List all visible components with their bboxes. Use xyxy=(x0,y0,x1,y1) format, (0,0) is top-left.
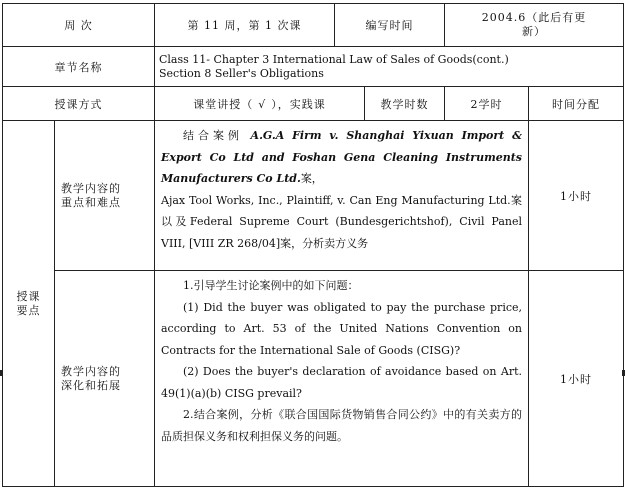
key-points-row-1 xyxy=(3,121,624,271)
method-row xyxy=(3,87,624,121)
lesson-plan-table xyxy=(2,3,624,487)
check-mark-icon: √ xyxy=(258,97,267,111)
focus-label-line2: 重点和难点 xyxy=(61,195,121,209)
focus-content xyxy=(155,121,529,271)
extension-q1: (1) Did the buyer was obligated to pay the purchase price, according to Art. 53 of the United Nations Convention on Contracts for the International Sale of Goods (CISG)? xyxy=(161,300,522,357)
focus-label xyxy=(55,121,155,271)
extension-label-line2: 深化和拓展 xyxy=(61,378,121,392)
hours-value: 2学时 xyxy=(445,87,529,121)
method-value xyxy=(155,87,365,121)
focus-label-line1: 教学内容的 xyxy=(61,181,121,195)
method-label: 授课方式 xyxy=(3,87,155,121)
allocation-label: 时间分配 xyxy=(529,87,624,121)
extension-label xyxy=(55,271,155,487)
key-points-row-2 xyxy=(3,271,624,487)
focus-case2: Ajax Tool Works, Inc., Plaintiff, v. Can Eng Manufacturing Ltd.案以及Federal Supreme Court (Bundesgerichtshof), Civil Panel VIII, [VIII ZR 268/04]案，分析卖方义务 xyxy=(161,193,522,250)
focus-time: 1小时 xyxy=(529,121,624,271)
key-points-label-line1: 授课 xyxy=(16,289,41,303)
key-points-label-line2: 要点 xyxy=(16,303,41,317)
focus-case1-suffix: 案， xyxy=(300,172,323,185)
header-row xyxy=(3,4,624,47)
chapter-value xyxy=(155,47,624,87)
chapter-line2: Section 8 Seller's Obligations xyxy=(159,66,324,80)
time-value xyxy=(445,4,624,47)
method-suffix: ），实践课 xyxy=(271,97,326,111)
chapter-row xyxy=(3,47,624,87)
time-value-line1: 2004.6（此后有更 xyxy=(481,11,587,24)
chapter-label: 章节名称 xyxy=(3,47,155,87)
hours-label: 教学时数 xyxy=(365,87,445,121)
extension-label-line1: 教学内容的 xyxy=(61,364,121,378)
extension-item1: 1.引导学生讨论案例中的如下问题： xyxy=(183,279,359,292)
time-label: 编写时间 xyxy=(335,4,445,47)
chapter-line1: Class 11- Chapter 3 International Law of Sales of Goods(cont.) xyxy=(159,52,509,66)
extension-item2: 2.结合案例，分析《联合国国际货物销售合同公约》中的有关卖方的品质担保义务和权利担保义务的问题。 xyxy=(161,408,522,443)
focus-case1: A.G.A Firm v. Shanghai Yixuan Import & Export Co Ltd and Foshan Gena Cleaning Instruments Manufacturers Co Ltd. xyxy=(161,129,523,185)
week-value: 第 11 周，第 1 次课 xyxy=(155,4,335,47)
focus-intro: 结合案例 xyxy=(183,129,244,142)
method-prefix: 课堂讲授（ xyxy=(193,97,254,111)
time-value-line2: 新） xyxy=(522,25,546,38)
extension-q2: (2) Does the buyer's declaration of avoidance based on Art. 49(1)(a)(b) CISG prevail? xyxy=(161,365,522,400)
extension-time: 1小时 xyxy=(529,271,624,487)
key-points-label xyxy=(3,121,55,487)
week-label: 周 次 xyxy=(3,4,155,47)
extension-content xyxy=(155,271,529,487)
